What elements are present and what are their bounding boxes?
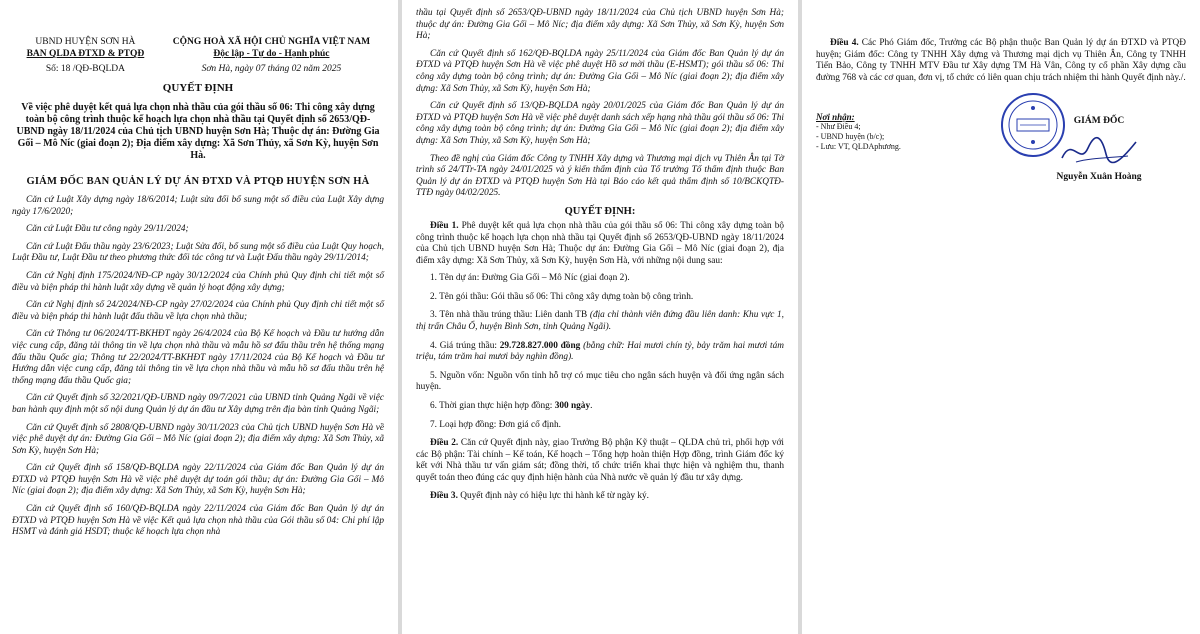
issuer-title: GIÁM ĐỐC BAN QUẢN LÝ DỰ ÁN ĐTXD VÀ PTQĐ HUYỆN SƠN HÀ xyxy=(26,176,370,187)
legal-basis: Căn cứ Quyết định số 158/QĐ-BQLDA ngày 22/11/2024 của Giám đốc Ban Quản lý dự án ĐTXD và PTQĐ huyện Sơn Hà về việc phê duyệt dự toán gói thầu; dự án: Đường Gia Gối – Mô Níc (giai đoạn 2); địa điểm xây dựng: Xã Sơn Thủy, xã Sơn Kỳ, huyện Sơn Hà; xyxy=(12,463,384,497)
winning-price: 29.728.827.000 đồng xyxy=(499,340,581,351)
document-page-3 xyxy=(802,0,1200,634)
legal-basis: Căn cứ Nghị định số 24/2024/NĐ-CP ngày 27/02/2024 của Chính phủ Quy định chi tiết một số điều và biện pháp thi hành luật đấu thầu về lựa chọn nhà thầu; xyxy=(12,300,384,322)
article-4-label: Điều 4. xyxy=(830,38,859,48)
legal-basis: Căn cứ Quyết định số 13/QĐ-BQLDA ngày 20/01/2025 của Giám đốc Ban Quản lý dự án ĐTXD và PTQĐ huyện Sơn Hà về việc phê duyệt danh sách xếp hạng nhà thầu gói thầu số 06: Thi công xây dựng toàn bộ công trình; dự án: Đường Gia Gối – Mô Níc (giai đoạn 2); địa điểm xây dựng: Xã Sơn Thủy, xã Sơn Kỳ, huyện Sơn Hà; xyxy=(416,101,784,146)
article-4 xyxy=(816,38,1186,84)
legal-basis: Căn cứ Quyết định số 32/2021/QĐ-UBND ngày 09/7/2021 của UBND tỉnh Quảng Ngãi về việc ban hành quy định một số nội dung Quản lý dự án đầu tư Xây dựng trên địa bàn tỉnh Quảng Ngãi; xyxy=(12,393,384,415)
legal-basis: Căn cứ Thông tư 06/2024/TT-BKHĐT ngày 26/4/2024 của Bộ Kế hoạch và Đầu tư hướng dẫn việc cung cấp, đăng tải thông tin về lựa chọn nhà thầu và mẫu hồ sơ đấu thầu trên hệ thống mạng đấu thầu Quốc gia; Thông tư 22/2024/TT-BKHĐT ngày 17/11/2024 của Bộ Kế hoạch và Đầu tư Hướng dẫn việc cung cấp, đăng tải thông tin về lựa chọn nhà thầu và mẫu hồ sơ đấu thầu trên hệ thống mạng đấu thầu Quốc gia; xyxy=(12,329,384,386)
recipients-block xyxy=(816,112,901,152)
article-3 xyxy=(416,491,784,503)
document-number: Số: 18 /QĐ-BQLDA xyxy=(45,64,125,74)
price-label: 4. Giá trúng thầu: xyxy=(430,340,500,351)
number-date-row xyxy=(12,64,384,74)
duration-end: . xyxy=(590,401,593,412)
recipients-label: Nơi nhận: xyxy=(816,112,855,122)
article-1-item-1: 1. Tên dự án: Đường Gia Gối – Mô Níc (giai đoạn 2). xyxy=(430,273,630,284)
article-1-item-7: 7. Loại hợp đồng: Đơn giá cố định. xyxy=(430,419,561,430)
document-page-2 xyxy=(402,0,798,634)
contract-duration: 300 ngày xyxy=(554,401,591,412)
article-1 xyxy=(416,221,784,267)
signer-name: Nguyễn Xuân Hoàng xyxy=(1056,172,1142,182)
decision-subject: Về việc phê duyệt kết quả lựa chọn nhà thầu của gói thầu số 06: Thi công xây dựng toàn bộ công trình thuộc kế hoạch lựa chọn nhà thầu tại Quyết định số 2653/QĐ-UBND ngày 18/11/2024 của Chủ tịch UBND huyện Sơn Hà; Thuộc dự án: Đường Gia Gối – Mô Níc (giai đoạn 2); Địa điểm xây dựng: Xã Sơn Thủy, xã Sơn Kỳ, huyện Sơn Hà. xyxy=(16,102,380,161)
country-name: CỘNG HOÀ XÃ HỘI CHỦ NGHĨA VIỆT NAM xyxy=(172,37,371,47)
legal-basis: Căn cứ Quyết định số 162/QĐ-BQLDA ngày 25/11/2024 của Giám đốc Ban Quản lý dự án ĐTXD và PTQĐ huyện Sơn Hà về việc phê duyệt Hồ sơ mời thầu (E-HSMT); gói thầu số 06: Thi công xây dựng toàn bộ công trình; dự án: Đường Gia Gối – Mô Níc (giai đoạn 2); địa điểm xây dựng: Xã Sơn Thủy, xã Sơn Kỳ, huyện Sơn Hà; xyxy=(416,48,784,94)
article-1-text: Phê duyệt kết quả lựa chọn nhà thầu của gói thầu số 06: Thi công xây dựng toàn bộ công trình thuộc kế hoạch lựa chọn nhà thầu tại Quyết định số 2653/QĐ-UBND ngày 18/11/2024 của Chủ tịch UBND huyện Sơn Hà; Thuộc dự án: Đường Gia Gối – Mô Níc (giai đoạn 2), địa điểm xây dựng: Xã Sơn Thủy, xã Sơn Kỳ, huyện Sơn Hà, với những nội dung sau: xyxy=(416,220,784,266)
decision-heading: QUYẾT ĐỊNH xyxy=(162,82,234,94)
article-1-item-4 xyxy=(416,341,784,364)
article-2 xyxy=(416,438,784,484)
legal-basis: thầu tại Quyết định số 2653/QĐ-UBND ngày 18/11/2024 của Chủ tịch UBND huyện Sơn Hà; thuộc dự án: Đường Gia Gối – Mô Níc; địa điểm xây dựng: Xã Sơn Thủy, xã Sơn Kỳ, huyện Sơn Hà; xyxy=(416,8,784,42)
duration-label: 6. Thời gian thực hiện hợp đồng: xyxy=(430,401,555,412)
legal-basis: Căn cứ Nghị định 175/2024/NĐ-CP ngày 30/12/2024 của Chính phủ Quy định chi tiết một số điều và biện pháp thi hành luật xây dựng về quản lý hoạt động xây dựng; xyxy=(12,270,384,293)
legal-basis: Căn cứ Luật Đầu tư công ngày 29/11/2024; xyxy=(26,224,189,235)
recipient-item: - Lưu: VT, QLDAphương. xyxy=(816,142,901,151)
recipient-item: - UBND huyện (b/c); xyxy=(816,132,885,141)
article-1-label: Điều 1. xyxy=(430,220,459,231)
legal-basis: Căn cứ Quyết định số 2808/QĐ-UBND ngày 30/11/2023 của Chủ tịch UBND huyện Sơn Hà về việc phê duyệt dự án: Đường Gia Gối – Mô Níc (giai đoạn 2); địa điểm xây dựng: Xã Sơn Thủy, xã Sơn Kỳ, huyện Sơn Hà; xyxy=(12,422,384,456)
proposal-basis: Theo đề nghị của Giám đốc Công ty TNHH Xây dựng và Thương mại dịch vụ Thiên Ân tại Tờ trình số 24/TTr-TA ngày 24/01/2025 và ý kiến thẩm định của Tổ trưởng Tổ thẩm định thuộc Ban Quản lý dự án ĐTXD và PTQĐ huyện Sơn Hà tại Báo cáo kết quả thẩm định số 10/BCKQTĐ-TTĐ ngày 04/02/2025. xyxy=(416,153,784,199)
article-1-item-3 xyxy=(416,310,784,333)
signer-title: GIÁM ĐỐC xyxy=(1073,116,1125,126)
issuing-agency xyxy=(12,36,159,60)
decision-section-heading: QUYẾT ĐỊNH: xyxy=(564,205,636,217)
article-3-text: Quyết định này có hiệu lực thi hành kể từ ngày ký. xyxy=(457,490,649,501)
article-4-text: Các Phó Giám đốc, Trưởng các Bộ phận thuộc Ban Quản lý dự án ĐTXD và PTQĐ huyện; Giám đốc: Công ty TNHH Xây dựng và Thương mại dịch vụ Thiên Ân, Công ty TNHH Tiến Bảo, Công ty TNHH MTV Đầu tư Xây dựng TM Hà Vân, Công ty cổ phần Xây dựng cầu đường 768 và các cơ quan, đơn vị, tổ chức có liên quan chịu trách nhiệm thi hành Quyết định này./. xyxy=(816,38,1186,83)
document-date: Sơn Hà, ngày 07 tháng 02 năm 2025 xyxy=(201,64,342,74)
agency-name: BAN QLDA ĐTXD & PTQĐ xyxy=(26,49,145,59)
article-2-text: Căn cứ Quyết định này, giao Trưởng Bộ phận Kỹ thuật – QLDA chủ trì, phối hợp với các Bộ phận: Tài chính – Kế toán, Kế hoạch – Tổng hợp hoàn thiện Hợp đồng, trình Giám đốc ký kết với Nhà thầu tư vấn giám sát; đồng thời, tổ chức triển khai thực hiện và nghiệm thu, thanh quyết toán theo đúng các quy định hiện hành của Nhà nước về quản lý đầu tư xây dựng. xyxy=(416,438,784,483)
article-2-label: Điều 2. xyxy=(430,438,459,449)
contractor-address: (địa chỉ thành viên đứng đầu liên danh: Khu vực 1, thị trấn Châu Ổ, huyện Bình Sơn, tỉnh Quảng Ngãi). xyxy=(416,310,785,333)
recipient-item: - Như Điều 4; xyxy=(816,122,861,131)
motto: Độc lập - Tự do - Hạnh phúc xyxy=(213,49,330,59)
document-page-1 xyxy=(0,0,398,634)
article-1-item-2: 2. Tên gói thầu: Gói thầu số 06: Thi công xây dựng toàn bộ công trình. xyxy=(430,291,694,302)
agency-parent: UBND HUYỆN SƠN HÀ xyxy=(35,37,136,47)
price-in-words: (bằng chữ: Hai mươi chín tỷ, bảy trăm hai mươi tám triệu, tám trăm hai mươi bảy nghìn đồng). xyxy=(416,340,784,363)
article-1-item-6 xyxy=(416,401,784,413)
handwritten-signature-icon xyxy=(1054,128,1144,172)
legal-basis: Căn cứ Quyết định số 160/QĐ-BQLDA ngày 22/11/2024 của Giám đốc Ban Quản lý dự án ĐTXD và PTQĐ huyện Sơn Hà về việc Kết quả lựa chọn nhà thầu của Gói thầu số 04: Chi phí lập HSMT và đánh giá HSDT; thuộc kế hoạch lựa chọn nhà xyxy=(12,504,384,538)
signature-block xyxy=(1014,116,1184,182)
document-header xyxy=(12,36,384,60)
article-3-label: Điều 3. xyxy=(430,490,458,501)
legal-basis: Căn cứ Luật Xây dựng ngày 18/6/2014; Luật sửa đổi bổ sung một số điều của Luật Xây dựng ngày 17/6/2020; xyxy=(12,195,384,217)
legal-basis: Căn cứ Luật Đấu thầu ngày 23/6/2023; Luật Sửa đổi, bổ sung một số điều của Luật Quy hoạch, Luật Đầu tư, Luật Đầu tư theo phương thức đối tác công tư và Luật Đấu thầu ngày 29/11/2014; xyxy=(12,241,384,264)
contractor-label: 3. Tên nhà thầu trúng thầu: Liên danh TB xyxy=(430,310,590,321)
article-1-item-5: 5. Nguồn vốn: Nguồn vốn tỉnh hỗ trợ có mục tiêu cho ngân sách huyện và đối ứng ngân sách huyện. xyxy=(416,370,784,393)
national-motto xyxy=(159,36,384,60)
